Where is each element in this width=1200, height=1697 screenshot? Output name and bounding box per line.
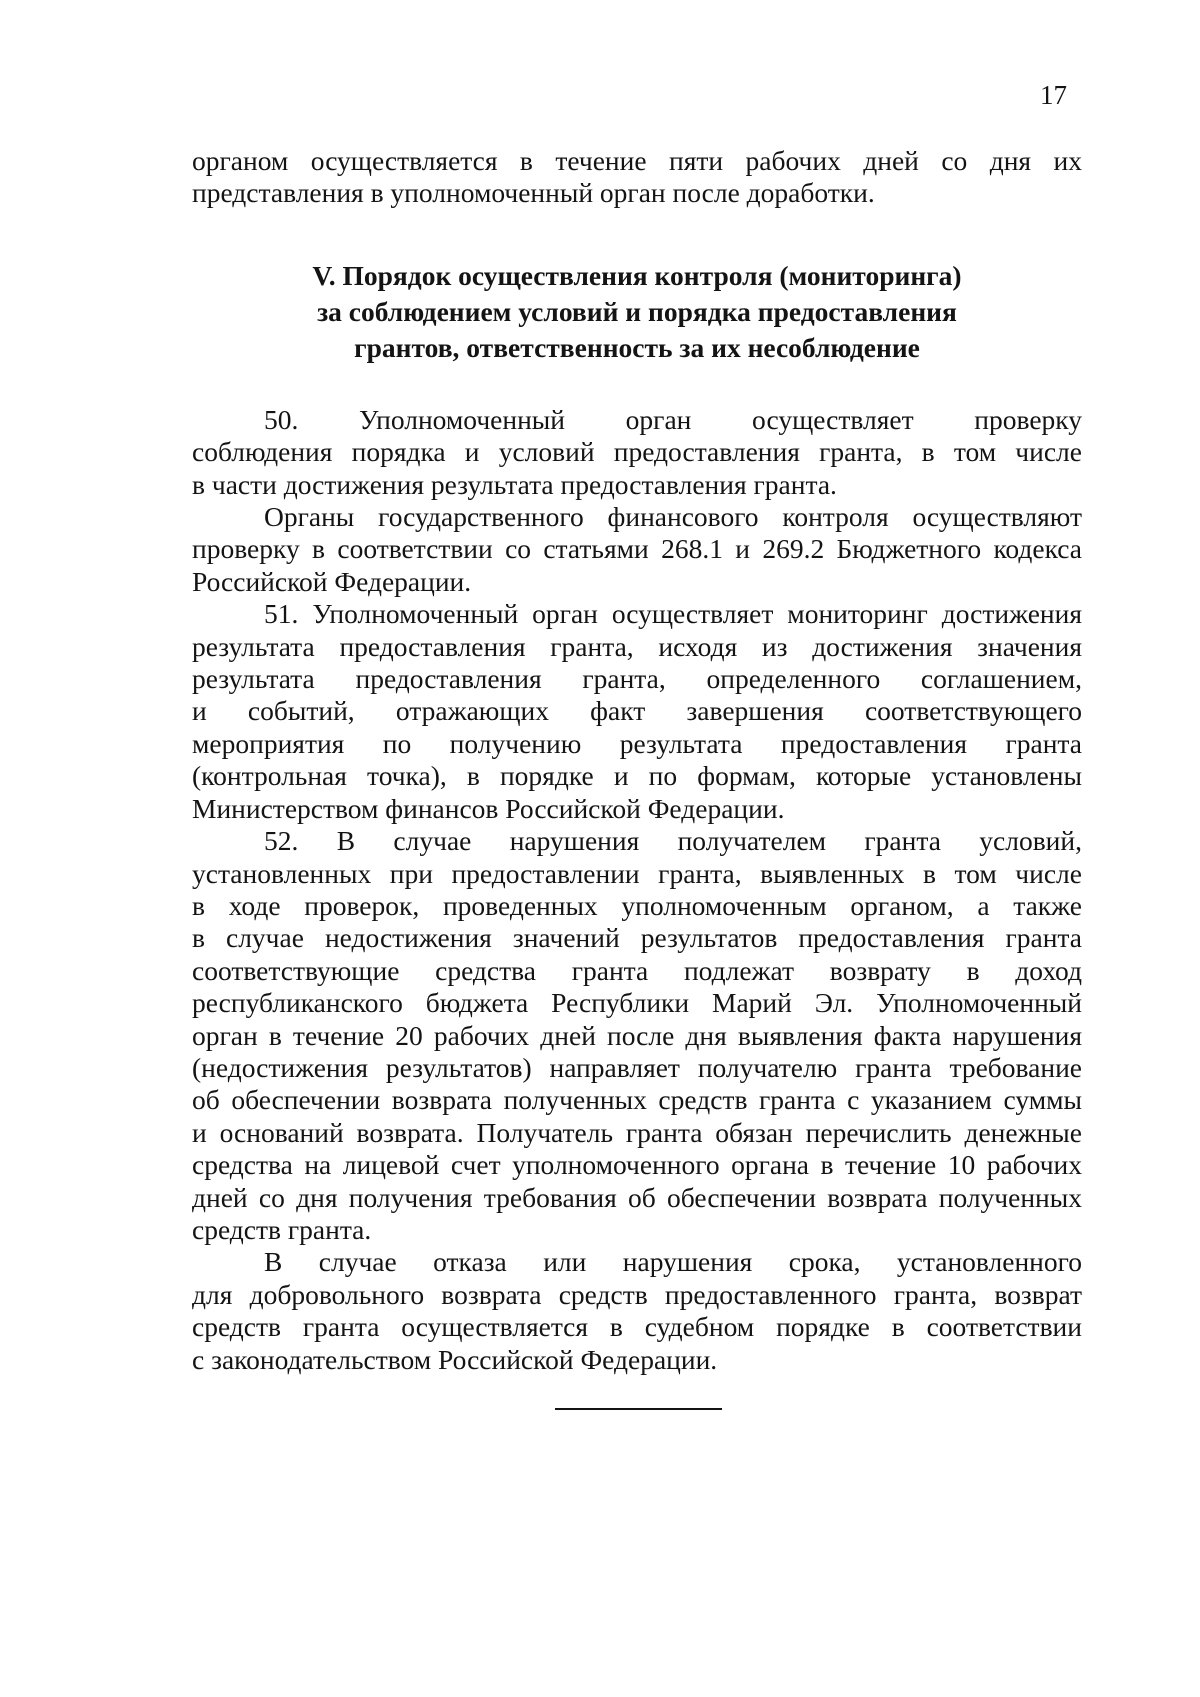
page-number: 17 (1040, 80, 1067, 110)
text-line: результата предоставления гранта, исходя из достижения значения (192, 630, 1082, 662)
text-line: средств гранта. (192, 1213, 372, 1245)
text-line: представления в уполномоченный орган после доработки. (192, 177, 875, 209)
text-line: в случае недостижения значений результатов предоставления гранта (192, 922, 1082, 954)
text-line: проверку в соответствии со статьями 268.1 и 269.2 Бюджетного кодекса (192, 533, 1082, 565)
text-line: в части достижения результата предоставления гранта. (192, 468, 837, 500)
text-line: дней со дня получения требования об обеспечении возврата полученных (192, 1181, 1082, 1213)
text-line: соблюдения порядка и условий предоставления гранта, в том числе (192, 436, 1082, 468)
text-line: с законодательством Российской Федерации. (192, 1343, 718, 1375)
text-line: и оснований возврата. Получатель гранта обязан перечислить денежные (192, 1116, 1082, 1148)
paragraph-51 (192, 598, 1082, 825)
text-line: Министерством финансов Российской Федерации. (192, 792, 785, 824)
text-line: Органы государственного финансового контроля осуществляют (264, 501, 1082, 533)
text-line: установленных при предоставлении гранта, выявленных в том числе (192, 857, 1082, 889)
intro-paragraph (192, 145, 1082, 210)
text-line: средства на лицевой счет уполномоченного органа в течение 10 рабочих (192, 1149, 1082, 1181)
text-line: соответствующие средства гранта подлежат возврату в доход (192, 954, 1082, 986)
text-line: органом осуществляется в течение пяти рабочих дней со дня их (192, 145, 1082, 176)
text-line: мероприятия по получению результата предоставления гранта (192, 727, 1082, 759)
heading-line: за соблюдением условий и порядка предоставления (317, 295, 957, 327)
text-line: для добровольного возврата средств предоставленного гранта, возврат (192, 1278, 1082, 1310)
end-separator-line (555, 1408, 722, 1410)
text-line: 52. В случае нарушения получателем гранта условий, (264, 825, 1082, 857)
text-line: (контрольная точка), в порядке и по формам, которые установлены (192, 760, 1082, 792)
text-line: (недостижения результатов) направляет получателю гранта требование (192, 1051, 1082, 1083)
heading-line: V. Порядок осуществления контроля (мониторинга) (312, 259, 962, 291)
text-line: Российской Федерации. (192, 565, 472, 597)
text-line: 51. Уполномоченный орган осуществляет мониторинг достижения (264, 598, 1082, 630)
text-line: об обеспечении возврата полученных средств гранта с указанием суммы (192, 1084, 1082, 1116)
paragraph-refusal (192, 1246, 1082, 1376)
text-line: орган в течение 20 рабочих дней после дня выявления факта нарушения (192, 1019, 1082, 1051)
paragraph-50 (192, 404, 1082, 501)
text-line: В случае отказа или нарушения срока, установленного (264, 1246, 1082, 1278)
text-line: республиканского бюджета Республики Марий Эл. Уполномоченный (192, 987, 1082, 1019)
text-line: 50. Уполномоченный орган осуществляет проверку (264, 403, 1082, 435)
paragraph-52 (192, 825, 1082, 1246)
text-line: и событий, отражающих факт завершения соответствующего (192, 695, 1082, 727)
text-line: результата предоставления гранта, определенного соглашением, (192, 663, 1082, 695)
text-line: средств гранта осуществляется в судебном порядке в соответствии (192, 1311, 1082, 1343)
document-body (192, 145, 1082, 1376)
paragraph-control-bodies (192, 501, 1082, 598)
text-line: в ходе проверок, проведенных уполномоченным органом, а также (192, 889, 1082, 921)
heading-line: грантов, ответственность за их несоблюдение (354, 331, 920, 363)
section-heading (192, 258, 1082, 366)
